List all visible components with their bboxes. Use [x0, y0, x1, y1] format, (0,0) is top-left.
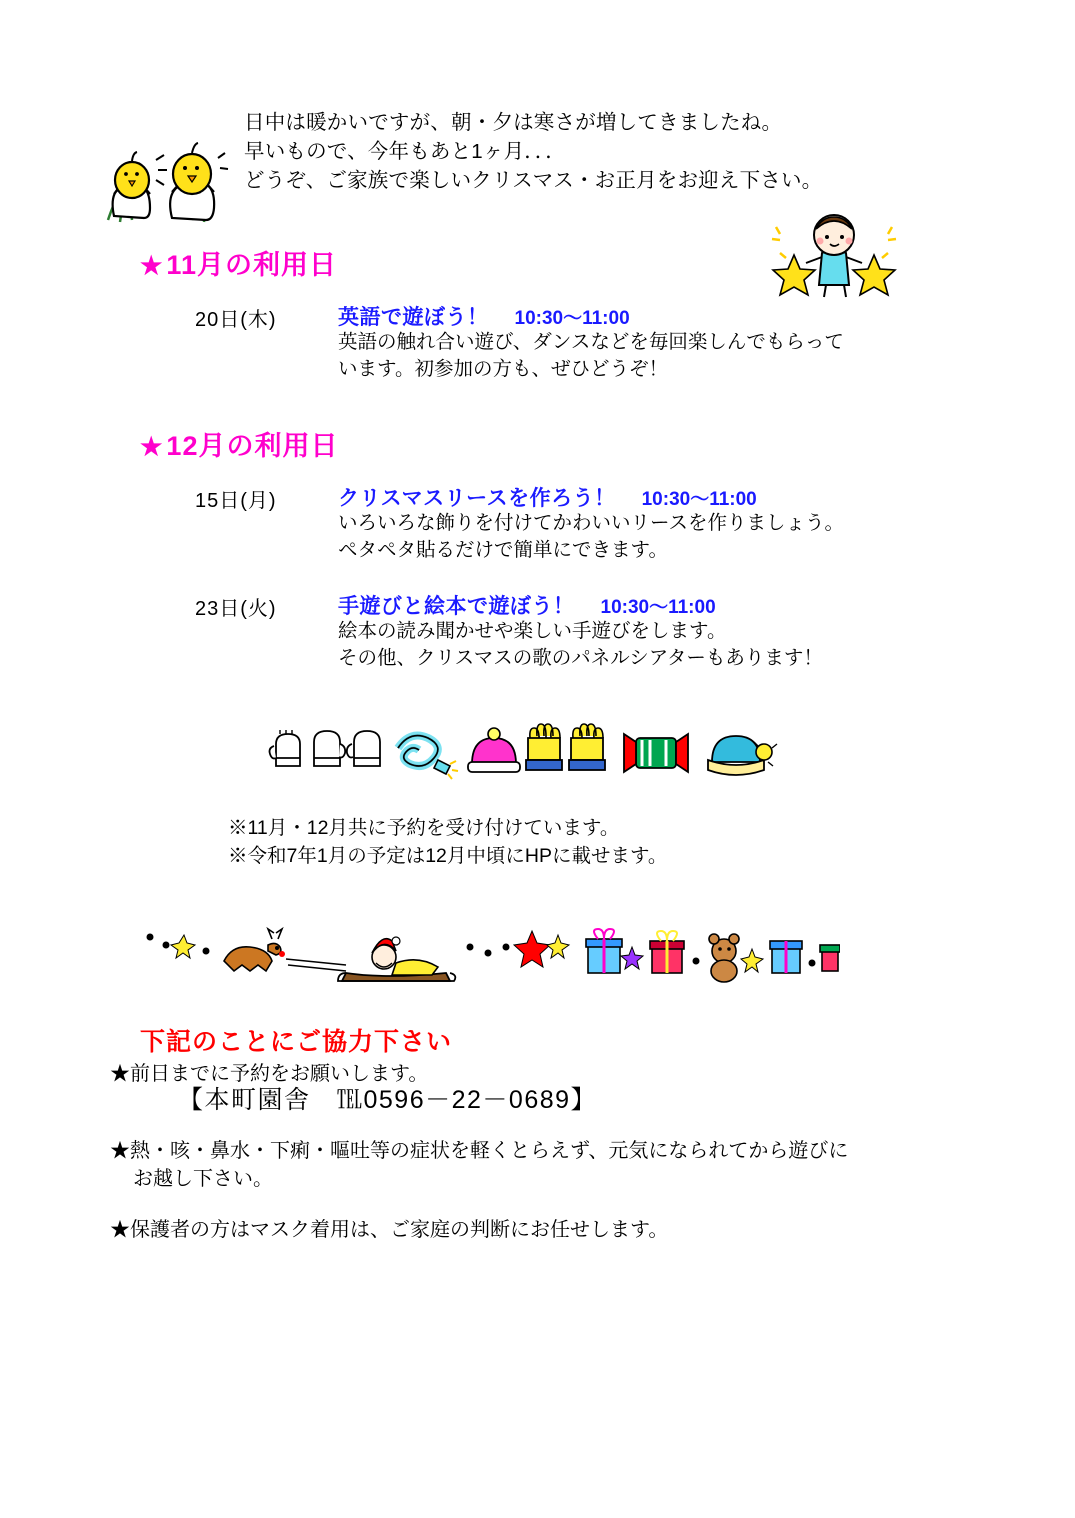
- winter-items-illustration: [268, 718, 828, 783]
- event-date: 23日(火): [195, 598, 277, 620]
- candy-icon: [624, 734, 688, 772]
- event-title-label: 手遊びと絵本で遊ぼう！: [338, 595, 575, 618]
- event-title-label: クリスマスリースを作ろう！: [338, 487, 616, 510]
- cooperation-line-3: ★保護者の方はマスク着用は、ご家庭の判断にお任せします。: [110, 1219, 669, 1241]
- glove-icon: [569, 724, 605, 770]
- hatching-chicks-icon: [96, 108, 231, 233]
- event-description-line: いろいろな飾りを付けてかわいいリースを作りましょう。: [338, 512, 845, 534]
- santa-sleigh-icon: [338, 937, 455, 981]
- event-time: 10:30～11:00: [514, 308, 630, 329]
- section-heading-november: [140, 243, 337, 282]
- note-line: ※令和7年1月の予定は12月中頃にHPに載せます。: [228, 845, 668, 867]
- reindeer-icon: [224, 929, 285, 971]
- event-description-line: その他、クリスマスの歌のパネルシアターもあります！: [338, 647, 823, 669]
- event-description: [338, 618, 823, 672]
- event-date: 15日(月): [195, 490, 277, 512]
- event-time: 10:30～11:00: [641, 489, 757, 510]
- event-title: [338, 590, 716, 620]
- cooperation-line-2: ★熱・咳・鼻水・下痢・嘔吐等の症状を軽くとらえず、元気になられてから遊びに: [110, 1140, 849, 1162]
- intro-line-1: 日中は暖かいですが、朝・夕は寒さが増してきましたね。: [244, 111, 783, 134]
- cooperation-heading: 下記のことにご協力下さい: [140, 1028, 453, 1056]
- baby-with-stars-icon: [764, 205, 904, 305]
- mitten-icon: [314, 731, 345, 766]
- star-icon: ★: [140, 252, 164, 280]
- gift-icon: [820, 945, 840, 971]
- knit-hat-icon: [468, 728, 520, 772]
- gift-icon: [650, 931, 684, 973]
- star-icon: ★: [140, 433, 164, 461]
- event-title-label: 英語で遊ぼう！: [338, 306, 489, 329]
- event-title: [338, 301, 630, 331]
- notes-block: [228, 814, 667, 870]
- teddy-bear-icon: [709, 934, 739, 982]
- intro-line-3: どうぞ、ご家族で楽しいクリスマス・お正月をお迎え下さい。: [244, 169, 823, 192]
- event-description-line: 英語の触れ合い遊び、ダンスなどを毎回楽しんでもらって: [338, 331, 844, 353]
- mitten-icon: [270, 730, 301, 766]
- event-description: [338, 329, 844, 383]
- telephone-line: 【本町園舎 ℡0596－22－0689】: [178, 1086, 598, 1114]
- scarf-icon: [398, 736, 458, 779]
- section-heading-december-label: 12月の利用日: [166, 431, 339, 461]
- event-date: 20日(木): [195, 309, 277, 331]
- event-title: [338, 482, 757, 512]
- mitten-icon: [347, 731, 380, 766]
- event-description-line: います。初参加の方も、ぜひどうぞ！: [338, 358, 668, 380]
- santa-sleigh-illustration: [140, 915, 840, 990]
- event-description-line: 絵本の読み聞かせや楽しい手遊びをします。: [338, 620, 727, 642]
- intro-text: [244, 108, 944, 195]
- note-line: ※11月・12月共に予約を受け付けています。: [228, 817, 620, 839]
- glove-icon: [526, 724, 562, 770]
- section-heading-december: [140, 424, 338, 463]
- intro-line-2: 早いもので、今年もあと1ヶ月．．．: [244, 140, 566, 163]
- pompom-hat-icon: [708, 736, 777, 775]
- cooperation-line-1: ★前日までに予約をお願いします。: [110, 1063, 429, 1085]
- event-description: [338, 510, 844, 564]
- cooperation-line-2b: お越し下さい。: [133, 1168, 273, 1190]
- section-heading-november-label: 11月の利用日: [166, 250, 337, 280]
- gift-icon: [770, 941, 802, 973]
- event-time: 10:30～11:00: [600, 597, 716, 618]
- gift-icon: [586, 929, 622, 973]
- event-description-line: ペタペタ貼るだけで簡単にできます。: [338, 539, 668, 561]
